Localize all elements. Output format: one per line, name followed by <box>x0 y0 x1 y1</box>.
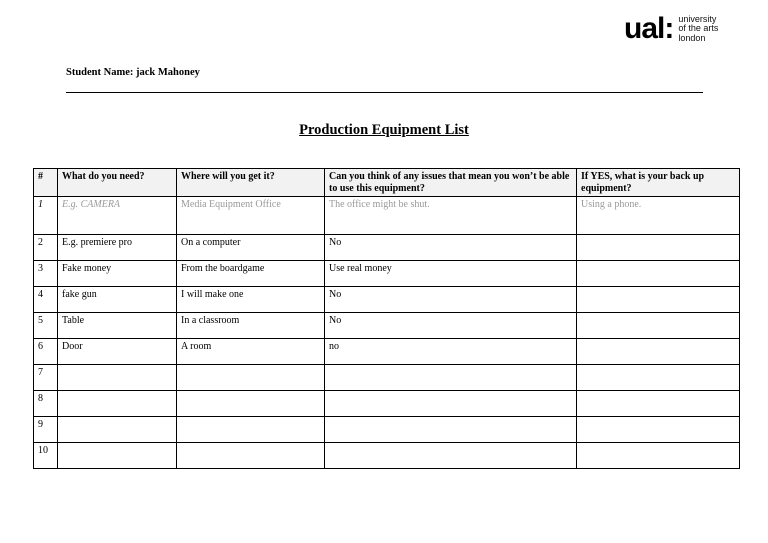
table-cell: 2 <box>34 235 58 261</box>
table-cell <box>58 443 177 469</box>
table-cell: 6 <box>34 339 58 365</box>
table-cell: Media Equipment Office <box>177 197 325 235</box>
table-row <box>34 261 740 287</box>
table-cell: 9 <box>34 417 58 443</box>
logo-line-2: of the arts <box>678 23 719 34</box>
table-cell: Door <box>58 339 177 365</box>
table-cell <box>577 417 740 443</box>
table-cell: Using a phone. <box>577 197 740 235</box>
table-cell <box>325 417 577 443</box>
student-name-label: Student Name: jack Mahoney <box>66 67 200 78</box>
table-cell: No <box>325 235 577 261</box>
table-row <box>34 235 740 261</box>
table-cell: 8 <box>34 391 58 417</box>
header-number: # <box>34 169 58 197</box>
table-cell: 3 <box>34 261 58 287</box>
table-header-row <box>34 169 740 197</box>
header-backup: If YES, what is your back up equipment? <box>577 169 740 197</box>
table-cell <box>577 261 740 287</box>
table-row <box>34 313 740 339</box>
header-source: Where will you get it? <box>177 169 325 197</box>
ual-logo <box>624 14 718 44</box>
table-cell: 10 <box>34 443 58 469</box>
table-row <box>34 339 740 365</box>
table-cell <box>577 391 740 417</box>
table-cell: 7 <box>34 365 58 391</box>
table-row <box>34 391 740 417</box>
table-cell <box>177 417 325 443</box>
table-cell: 5 <box>34 313 58 339</box>
table-cell <box>577 287 740 313</box>
table-cell <box>577 235 740 261</box>
table-cell: no <box>325 339 577 365</box>
table-cell: E.g. CAMERA <box>58 197 177 235</box>
equipment-table <box>33 168 740 469</box>
header-issues: Can you think of any issues that mean you won’t be able to use this equipment? <box>325 169 577 197</box>
table-cell <box>58 365 177 391</box>
table-cell <box>577 443 740 469</box>
table-cell: No <box>325 313 577 339</box>
table-cell: A room <box>177 339 325 365</box>
table-cell: Table <box>58 313 177 339</box>
table-cell <box>325 443 577 469</box>
table-cell: Use real money <box>325 261 577 287</box>
table-cell: fake gun <box>58 287 177 313</box>
table-cell: On a computer <box>177 235 325 261</box>
logo-mark: ual: <box>624 12 674 45</box>
table-cell <box>577 365 740 391</box>
table-cell <box>58 391 177 417</box>
table-row <box>34 417 740 443</box>
table-cell: 4 <box>34 287 58 313</box>
table-cell <box>177 365 325 391</box>
table-cell: 1 <box>34 197 58 235</box>
table-cell: Fake money <box>58 261 177 287</box>
name-underline <box>66 92 703 93</box>
table-cell <box>177 391 325 417</box>
table-row <box>34 287 740 313</box>
table-cell <box>325 365 577 391</box>
logo-wordmark <box>678 15 718 44</box>
table-cell <box>325 391 577 417</box>
table-row <box>34 443 740 469</box>
page-title: Production Equipment List <box>299 122 469 138</box>
table-cell: No <box>325 287 577 313</box>
header-need: What do you need? <box>58 169 177 197</box>
table-cell <box>577 313 740 339</box>
table-cell: In a classroom <box>177 313 325 339</box>
logo-line-3: london <box>678 32 706 43</box>
table-cell: From the boardgame <box>177 261 325 287</box>
example-row <box>34 197 740 235</box>
table-cell: E.g. premiere pro <box>58 235 177 261</box>
table-cell: I will make one <box>177 287 325 313</box>
table-cell <box>58 417 177 443</box>
table-cell: The office might be shut. <box>325 197 577 235</box>
table-row <box>34 365 740 391</box>
table-cell <box>177 443 325 469</box>
logo-line-1: university <box>678 13 717 24</box>
table-cell <box>577 339 740 365</box>
